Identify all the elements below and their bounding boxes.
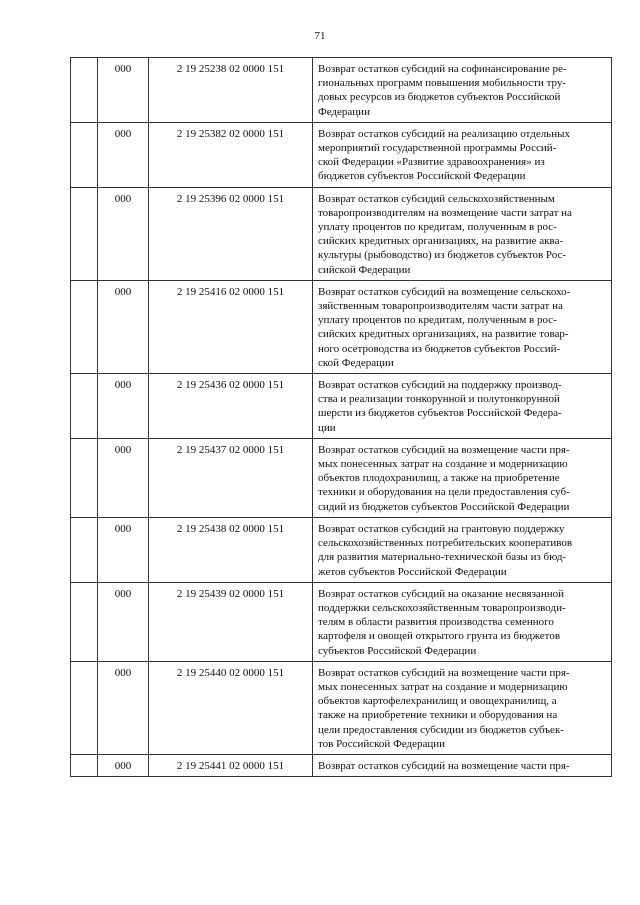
blank-cell xyxy=(71,374,98,439)
description-line: Возврат остатков субсидий на оказание несвязанной xyxy=(318,587,564,600)
admin-code-cell: 000 xyxy=(98,122,149,187)
description-line: мых понесенных затрат на создание и модернизацию xyxy=(318,680,568,693)
table-row xyxy=(71,374,612,439)
budget-code-cell: 2 19 25439 02 0000 151 xyxy=(149,582,313,661)
blank-cell xyxy=(71,582,98,661)
description-line: сийских кредитных организациях, на развитие товар- xyxy=(318,328,569,341)
description-line: гиональных программ повышения мобильности тру- xyxy=(318,77,567,90)
table-row xyxy=(71,58,612,123)
admin-code-cell: 000 xyxy=(98,661,149,754)
description-line: уплату процентов по кредитам, полученным в рос- xyxy=(318,314,557,327)
blank-cell xyxy=(71,187,98,280)
description-line: тов Российской Федерации xyxy=(318,737,446,750)
admin-code-cell: 000 xyxy=(98,58,149,123)
description-line: Возврат остатков субсидий на реализацию отдельных xyxy=(318,127,570,140)
description-line: уплату процентов по кредитам, полученным в рос- xyxy=(318,221,557,234)
description-line: жетов субъектов Российской Федерации xyxy=(318,565,507,578)
description-line: Возврат остатков субсидий сельскохозяйственным xyxy=(318,192,555,205)
budget-code-cell: 2 19 25238 02 0000 151 xyxy=(149,58,313,123)
page-number: 71 xyxy=(314,30,326,42)
description-line: ного осетроводства из бюджетов субъектов Россий- xyxy=(318,342,561,355)
admin-code-cell: 000 xyxy=(98,438,149,517)
description-line: Возврат остатков субсидий на грантовую поддержку xyxy=(318,522,565,535)
description-line: зяйственным товаропроизводителям части затрат на xyxy=(318,300,563,313)
description-line: довых ресурсов из бюджетов субъектов Российской xyxy=(318,91,561,104)
description-cell xyxy=(313,754,612,776)
description-line: ской Федерации «Развитие здравоохранения» из xyxy=(318,156,545,169)
table-row xyxy=(71,517,612,582)
admin-code-cell: 000 xyxy=(98,754,149,776)
budget-code-cell: 2 19 25437 02 0000 151 xyxy=(149,438,313,517)
table-body xyxy=(71,58,612,777)
blank-cell xyxy=(71,438,98,517)
budget-code-cell: 2 19 25416 02 0000 151 xyxy=(149,280,313,373)
description-cell xyxy=(313,122,612,187)
description-cell xyxy=(313,438,612,517)
blank-cell xyxy=(71,58,98,123)
description-line: сийской Федерации xyxy=(318,263,411,276)
table-row xyxy=(71,754,612,776)
description-line: сидий из бюджетов субъектов Российской Федерации xyxy=(318,500,570,513)
blank-cell xyxy=(71,661,98,754)
description-line: поддержки сельскохозяйственным товаропроизводи- xyxy=(318,601,566,614)
description-line: культуры (рыбоводство) из бюджетов субъектов Рос- xyxy=(318,249,567,262)
description-line: товаропроизводителям на возмещение части затрат на xyxy=(318,206,572,219)
description-line: для развития материально-технической базы из бюд- xyxy=(318,551,567,564)
blank-cell xyxy=(71,754,98,776)
description-line: объектов плодохранилищ, а также на приобретение xyxy=(318,472,560,485)
description-line: Возврат остатков субсидий на возмещение сельскохо- xyxy=(318,285,571,298)
description-line: сийских кредитных организациях, на развитие аква- xyxy=(318,235,564,248)
blank-cell xyxy=(71,122,98,187)
description-line: Возврат остатков субсидий на поддержку производ- xyxy=(318,379,562,392)
budget-code-cell: 2 19 25438 02 0000 151 xyxy=(149,517,313,582)
description-line: также на приобретение техники и оборудования на xyxy=(318,709,558,722)
table-row xyxy=(71,438,612,517)
description-line: картофеля и овощей открытого грунта из бюджетов xyxy=(318,630,561,643)
description-line: шерсти из бюджетов субъектов Российской Федера- xyxy=(318,407,562,420)
description-cell xyxy=(313,582,612,661)
budget-code-cell: 2 19 25436 02 0000 151 xyxy=(149,374,313,439)
description-cell xyxy=(313,280,612,373)
admin-code-cell: 000 xyxy=(98,374,149,439)
description-cell xyxy=(313,187,612,280)
description-line: сельскохозяйственных потребительских кооперативов xyxy=(318,537,573,550)
table-row xyxy=(71,661,612,754)
budget-code-cell: 2 19 25441 02 0000 151 xyxy=(149,754,313,776)
description-line: субъектов Российской Федерации xyxy=(318,644,477,657)
description-cell xyxy=(313,58,612,123)
table-row xyxy=(71,280,612,373)
admin-code-cell: 000 xyxy=(98,517,149,582)
admin-code-cell: 000 xyxy=(98,187,149,280)
description-line: Возврат остатков субсидий на софинансирование ре- xyxy=(318,63,567,75)
description-line: ции xyxy=(318,421,336,434)
description-line: Федерации xyxy=(318,105,370,118)
description-line: техники и оборудования на цели предоставления суб- xyxy=(318,486,570,499)
description-cell xyxy=(313,517,612,582)
description-line: бюджетов субъектов Российской Федерации xyxy=(318,170,526,183)
description-line: объектов картофелехранилищ и овощехранилищ, а xyxy=(318,695,557,708)
table-row xyxy=(71,122,612,187)
admin-code-cell: 000 xyxy=(98,280,149,373)
description-line: цели предоставления субсидии из бюджетов субъек- xyxy=(318,723,564,736)
budget-classification-table xyxy=(70,57,612,777)
description-line: Возврат остатков субсидий на возмещение части пря- xyxy=(318,759,570,772)
table-row xyxy=(71,582,612,661)
blank-cell xyxy=(71,280,98,373)
budget-code-cell: 2 19 25382 02 0000 151 xyxy=(149,122,313,187)
blank-cell xyxy=(71,517,98,582)
admin-code-cell: 000 xyxy=(98,582,149,661)
description-line: телям в области развития производства семенного xyxy=(318,616,554,629)
description-cell xyxy=(313,374,612,439)
description-line: ской Федерации xyxy=(318,356,394,369)
description-line: Возврат остатков субсидий на возмещение части пря- xyxy=(318,666,570,679)
description-line: ства и реализации тонкорунной и полутонкорунной xyxy=(318,393,560,406)
table-row xyxy=(71,187,612,280)
budget-code-cell: 2 19 25440 02 0000 151 xyxy=(149,661,313,754)
description-cell xyxy=(313,661,612,754)
description-line: Возврат остатков субсидий на возмещение части пря- xyxy=(318,443,570,456)
description-line: мероприятий государственной программы Россий- xyxy=(318,142,557,155)
description-line: мых понесенных затрат на создание и модернизацию xyxy=(318,458,568,471)
budget-code-cell: 2 19 25396 02 0000 151 xyxy=(149,187,313,280)
